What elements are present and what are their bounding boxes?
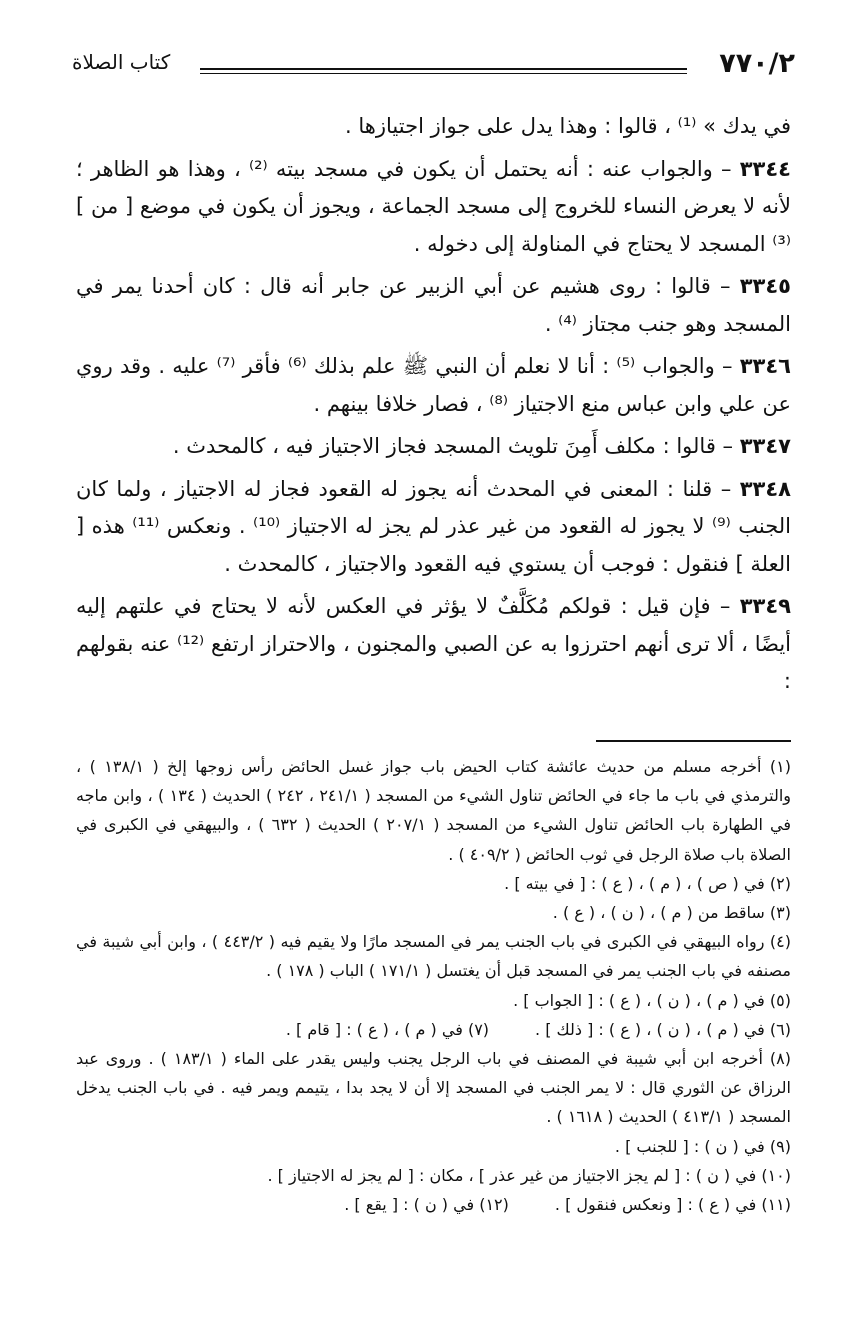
paragraph-text: – قالوا : روى هشيم عن أبي الزبير عن جابر أنه قال : كان أحدنا يمر في المسجد وهو جنب مجتاز ⁽⁴⁾ . [76, 274, 791, 336]
footnote-separator [596, 740, 791, 742]
footnote-11: (١١) في ( ع ) : [ ونعكس فنقول ] . [554, 1195, 791, 1215]
footnote-6: (٦) في ( م ) ، ( ن ) ، ( ع ) : [ ذلك ] . [535, 1019, 791, 1039]
book-title: كتاب الصلاة [72, 50, 171, 74]
paragraph-text: في يدك » ⁽¹⁾ ، قالوا : وهذا يدل على جواز اجتيازها . [345, 114, 791, 138]
page-number: ٧٧٠/٢ [719, 48, 795, 79]
paragraph-3347 [76, 428, 791, 466]
footnote-row-11-12 [76, 1190, 791, 1219]
header-rule [200, 68, 687, 74]
footnote-3: (٣) ساقط من ( م ) ، ( ن ) ، ( ع ) . [552, 903, 791, 923]
footnote-5: (٥) في ( م ) ، ( ن ) ، ( ع ) : [ الجواب ] . [513, 990, 791, 1010]
paragraph-continuation [76, 108, 791, 146]
footnote-9: (٩) في ( ن ) : [ للجنب ] . [614, 1136, 791, 1156]
footnote-8: (٨) أخرجه ابن أبي شيبة في المصنف في باب الرجل يجنب وليس يقدر على الماء ( ١٨٣/١ ) . وروى عبد الرزاق عن الثوري قال : لا يمر الجنب في المسجد إلا أن لا يجد بدا ، يتيمم ويمر فيه . في باب الجنب يدخل المسجد ( ٤١٣/١ ) الحديث ( ١٦١٨ ) . [76, 1049, 791, 1127]
paragraph-3344 [76, 151, 791, 264]
paragraph-text: – والجواب ⁽⁵⁾ : أنا لا نعلم أن النبي ﷺ علم بذلك ⁽⁶⁾ فأقر ⁽⁷⁾ عليه . وقد روي عن علي وابن عباس منع الاجتياز ⁽⁸⁾ ، فصار خلافا بينهم . [76, 354, 791, 416]
paragraph-text: – قالوا : مكلف أَمِنَ تلويث المسجد فجاز الاجتياز فيه ، كالمحدث . [172, 434, 740, 458]
footnote-row-6-7 [76, 1015, 791, 1044]
paragraph-3346 [76, 348, 791, 423]
main-text [76, 108, 791, 706]
footnote-1: (١) أخرجه مسلم من حديث عائشة كتاب الحيض باب جواز غسل الحائض رأس زوجها إلخ ( ١٣٨/١ ) ، والترمذي في باب ما جاء في الحائض تناول الشيء من المسجد ( ٢٤١/١ ، ٢٤٢ ) الحديث ( ١٣٤ ) ، وابن ماجه في الطهارة باب الحائض تناول الشيء من المسجد ( ٢٠٧/١ ) الحديث ( ٦٣٢ ) ، والبيهقي في الكبرى في الصلاة باب صلاة الرجل في ثوب الحائض ( ٤٠٩/٢ ) . [76, 757, 792, 864]
paragraph-number: ٣٣٤٦ [739, 354, 791, 378]
footnote-2: (٢) في ( ص ) ، ( م ) ، ( ع ) : [ في بيته ] . [504, 873, 791, 893]
footnote-4: (٤) رواه البيهقي في الكبرى في باب الجنب يمر في المسجد مارًا ولا يقيم فيه ( ٤٤٣/٢ ) ، وابن أبي شيبة في مصنفه في باب الجنب يمر في المسجد قبل أن يغتسل ( ١٧١/١ ) الباب ( ١٧٨ ) . [76, 932, 791, 981]
paragraph-3348 [76, 471, 791, 584]
paragraph-number: ٣٣٤٤ [739, 156, 791, 181]
paragraph-3345 [76, 268, 791, 343]
paragraph-number: ٣٣٤٩ [739, 594, 791, 618]
paragraph-number: ٣٣٤٥ [739, 274, 791, 298]
paragraph-3349 [76, 588, 791, 701]
paragraph-number: ٣٣٤٨ [739, 476, 791, 501]
footnotes [76, 752, 791, 1219]
footnote-10: (١٠) في ( ن ) : [ لم يجز الاجتياز من غير عذر ] ، مكان : [ لم يجز له الاجتياز ] . [267, 1165, 791, 1185]
running-header [72, 48, 795, 86]
paragraph-text: – والجواب عنه : أنه يحتمل أن يكون في مسجد بيته ⁽²⁾ ، وهذا هو الظاهر ؛ لأنه لا يعرض النساء للخروج إلى مسجد الجماعة ، ويجوز أن يكون في موضع [ من ] ⁽³⁾ المسجد لا يحتاج في المناولة إلى دخوله . [76, 156, 791, 256]
paragraph-text: – قلنا : المعنى في المحدث أنه يجوز له القعود فجاز له الاجتياز ، ولما كان الجنب ⁽⁹⁾ لا يجوز له القعود من غير عذر لم يجز له الاجتياز ⁽¹⁰⁾ . ونعكس ⁽¹¹⁾ هذه [ العلة ] فنقول : فوجب أن يستوي فيه القعود والاجتياز ، كالمحدث . [76, 476, 791, 576]
paragraph-text: – فإن قيل : قولكم مُكَلَّفٌ لا يؤثر في العكس لأنه لا يحتاج في علتهم إليه أيضًا ، ألا ترى أنهم احترزوا به عن الصبي والمجنون ، والاحتراز ارتفع ⁽¹²⁾ عنه بقولهم : [76, 594, 791, 693]
footnote-7: (٧) في ( م ) ، ( ع ) : [ قام ] . [285, 1019, 490, 1039]
footnote-row-8-9 [76, 1044, 791, 1132]
paragraph-number: ٣٣٤٧ [739, 434, 791, 458]
footnote-12: (١٢) في ( ن ) : [ يقع ] . [344, 1195, 509, 1215]
